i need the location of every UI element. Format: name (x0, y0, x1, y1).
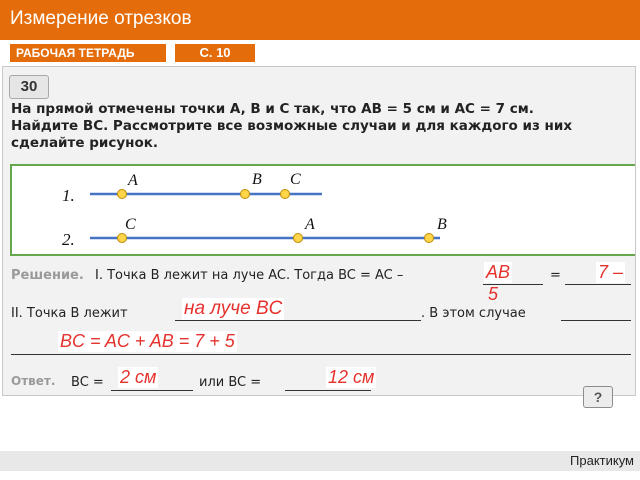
answer-seven-minus: 7 – (598, 262, 624, 282)
task-line: На прямой отмечены точки A, B и C так, что AB = 5 см и AC = 7 см. (11, 101, 534, 117)
answer-ab: AB (486, 262, 511, 282)
answer-or-text: или BC = (199, 375, 262, 390)
point-c-case-2 (118, 234, 127, 243)
blank-line (561, 320, 631, 321)
answer-prefix: BC = (71, 375, 104, 390)
blank-line (565, 284, 631, 285)
answer-on-ray-bc: на луче BC (184, 298, 283, 319)
case-2-number: 2. (62, 230, 75, 249)
case-2-text: II. Точка B лежит (11, 306, 128, 321)
task-statement (11, 101, 633, 152)
answer-five: 5 (488, 284, 499, 304)
label-b-case-1: B (252, 171, 262, 188)
label-a-case-2: A (305, 216, 315, 233)
page-title: Измерение отрезков (10, 8, 192, 29)
answer-value-1: 2 см (120, 367, 157, 387)
case-1-equals: = (550, 268, 561, 283)
point-c-case-1 (281, 190, 290, 199)
practicum-label[interactable]: Практикум (570, 453, 634, 468)
label-b-case-2: B (437, 216, 447, 233)
point-b-case-2 (425, 234, 434, 243)
page-number-tab[interactable]: С. 10 (173, 42, 257, 64)
header-bar (0, 0, 640, 40)
point-a-case-2 (294, 234, 303, 243)
case-1-number: 1. (62, 186, 75, 205)
workbook-tab[interactable]: РАБОЧАЯ ТЕТРАДЬ (8, 42, 168, 64)
point-b-case-1 (241, 190, 250, 199)
blank-line (175, 320, 421, 321)
blank-line (11, 354, 631, 355)
label-c-case-2: C (125, 216, 136, 233)
label-c-case-1: C (290, 171, 301, 188)
label-a-case-1: A (128, 172, 138, 189)
answer-label: Ответ. (11, 374, 56, 388)
task-line: Найдите BC. Рассмотрите все возможные случаи и для каждого из них (11, 118, 573, 134)
solution-label: Решение. (11, 268, 84, 283)
case-1-text: I. Точка B лежит на луче AC. Тогда BC = AC – (95, 268, 404, 283)
segments-figure (12, 166, 636, 254)
task-line: сделайте рисунок. (11, 135, 159, 151)
blank-line (285, 390, 371, 391)
case-2-middle-text: . В этом случае (421, 306, 526, 321)
footer-bar (0, 451, 640, 471)
help-button[interactable]: ? (583, 386, 613, 408)
task-number-badge: 30 (9, 75, 49, 99)
answer-value-2: 12 см (328, 367, 375, 387)
answer-formula: BC = AC + AB = 7 + 5 (60, 331, 235, 351)
drawing-area (10, 164, 636, 256)
blank-line (111, 390, 193, 391)
point-a-case-1 (118, 190, 127, 199)
